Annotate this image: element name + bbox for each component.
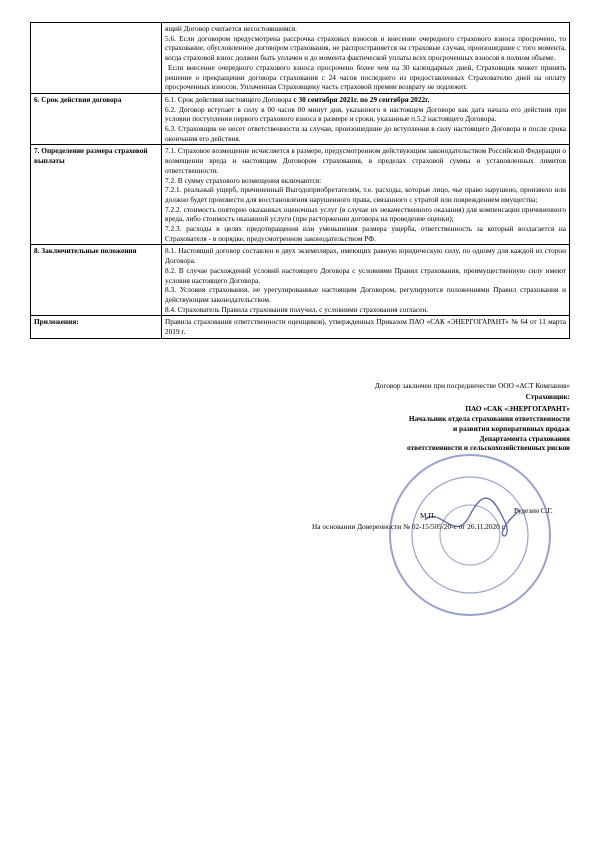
paragraph: 6.2. Договор вступает в силу в 00 часов 00 минут дня, указанного в настоящем Договоре как дата начала его действия при условии поступления первого страхового взноса в размере и сроки, указанные п.5.2 настоящего Договора. [165, 104, 566, 124]
row-label: 7. Определение размера страховой выплаты [31, 145, 162, 245]
position-line-2: и развития корпоративных продаж [453, 423, 570, 433]
paragraph: Если внесение очередного страхового взноса просрочено более чем на 30 календарных дней, Страховщик может принять решение о прекращении договора страхования с 24 часов последнего из предоставленных Страхователю дней на оплату просроченных взносов. Уплаченная Страховщику часть страховой премии возврату не подлежит. [165, 62, 566, 92]
row-label [31, 23, 162, 94]
company-seal-stamp [385, 450, 555, 620]
paragraph: 7.2.3. расходы в целях предотвращения или уменьшения размера ущерба, ответственность за который возлагается на Страхователя - в порядке, предусмотренном законодательством РФ. [165, 224, 566, 243]
paragraph: 7.2.2. стоимость повторно оказанных оценочных услуг (в случае их некачественного оказания) для компенсации причиненного вреда, либо стоимость оказанной услуги (при расторжении договора на проведение оценки); [165, 204, 566, 224]
table-row [31, 145, 570, 245]
table-row [31, 23, 570, 94]
position-line-1: Начальник отдела страхования ответственности [408, 414, 570, 424]
stamp-place-mark: М.П. [420, 511, 436, 520]
paragraph: Правила страхования ответственности оценщиков), утвержденных Приказом ПАО «САК «ЭНЕРГОГАРАНТ» № 64 от 11 марта 2019 г. [165, 317, 566, 337]
paragraph: 8.2. В случае расхождений условий настоящего Договора с условиями Правил страхования, преимущественную силу имеют условия настоящего Договора. [165, 265, 566, 285]
paragraph: 7.2. В сумму страхового возмещения включаются: [165, 175, 322, 185]
table-row [31, 316, 570, 338]
row-content [162, 245, 570, 316]
paragraph: 8.3. Условия страхования, не урегулированные настоящим Договором, регулируются положениями Правил страхования и действующим законодательством. [165, 285, 566, 304]
row-label: 8. Заключительные положения [31, 245, 162, 316]
intermediary-note: Договор заключен при посредничестве ООО «АСТ Компания» [374, 381, 570, 390]
paragraph [165, 95, 566, 105]
department-line-2: ответственности и сельскохозяйственных рисков [407, 443, 570, 453]
paragraph: 5.6. Если договором предусмотрена рассрочка страховых взносов и внесение очередного страхового взноса просрочено, то страхование, обусловленное договором страхования, не распространяется на страховые случаи, произошедшие с того момента, когда страховой взнос должен быть уплачен и до момента фактической уплаты всех просроченных взносов в полном объеме. [165, 33, 566, 63]
paragraph: ящий Договор считается несостоявшимся. [165, 24, 297, 33]
department-line-1: Департамента страхования [479, 433, 570, 443]
signature-block [375, 381, 570, 453]
paragraph: 6.3. Страховщик не несет ответственности за случаи, произошедшие до вступления в силу настоящего Договора и после срока окончания его действия. [165, 124, 566, 143]
table-row [31, 93, 570, 145]
paragraph: 7.2.1. реальный ущерб, причиненный Выгодоприобретателям, т.е. расходы, которые лицо, чье право нарушено, произвело или должно будет произвести для восстановления нарушенного права, связанного с утратой или повреждением имущества; [165, 185, 566, 204]
paragraph: 8.4. Страхователь Правила страхования получил, с условиями страхования согласен. [165, 304, 429, 314]
insurer-label: Страховщик: [525, 391, 570, 401]
row-content [162, 145, 570, 245]
seal-outer-ring [390, 455, 550, 615]
paragraph-text: 6.1. Срок действия настоящего Договора [165, 94, 294, 104]
row-label: Приложения: [31, 316, 162, 338]
insurer-company: ПАО «САК «ЭНЕРГОГАРАНТ» [465, 404, 570, 414]
paragraph: 7.1. Страховое возмещение исчисляется в размере, предусмотренном действующим законодательством Российской Федерации о возмещении вреда и настоящим Договором страхования, в пределах страховой суммы и установленных лимитов ответственности. [165, 146, 566, 175]
power-of-attorney-note: На основании Доверенности № 02-15/505/20-с от 26.11.2020 г. [312, 522, 506, 531]
contract-table [30, 22, 570, 339]
row-content [162, 316, 570, 338]
row-content [162, 23, 570, 94]
paragraph: 8.1. Настоящий договор составлен в двух экземплярах, имеющих равную юридическую силу, по одному для каждой из сторон Договора. [165, 246, 566, 266]
term-dates: с 30 сентября 2021г. по 29 сентября 2022г. [293, 94, 430, 104]
row-label: 6. Срок действия договора [31, 93, 162, 145]
row-content [162, 93, 570, 145]
table-row [31, 245, 570, 316]
signer-name: Рудезин С.Г. [514, 506, 553, 515]
seal-inner-ring [412, 477, 528, 593]
